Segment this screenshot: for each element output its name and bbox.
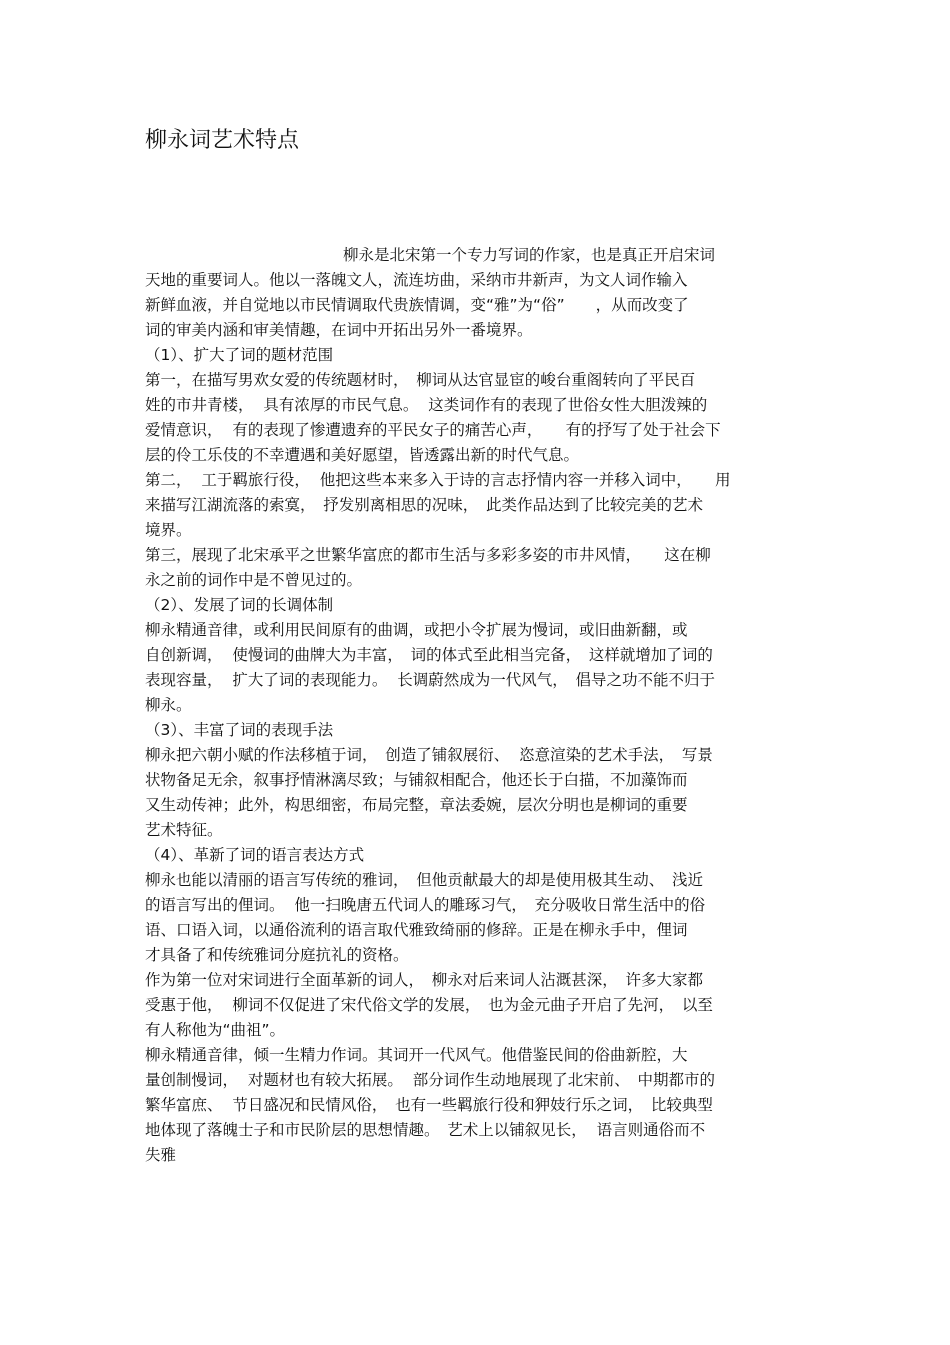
text-line: 作为第一位对宋词进行全面革新的词人， 柳永对后来词人沾溉甚深， 许多大家都 bbox=[145, 971, 704, 989]
text-line: 语、口语入词，以通俗流利的语言取代雅致绮丽的修辞。正是在柳永手中，俚词 bbox=[145, 921, 688, 939]
text-line: 状物备足无余，叙事抒情淋漓尽致；与铺叙相配合，他还长于白描，不加藻饰而 bbox=[145, 771, 688, 789]
text-line: 表现容量， 扩大了词的表现能力。 长调蔚然成为一代风气， 倡导之功不能不归于 bbox=[145, 671, 715, 689]
text-line: 永之前的词作中是不曾见过的。 bbox=[145, 571, 363, 589]
text-line: 才具备了和传统雅词分庭抗礼的资格。 bbox=[145, 946, 409, 964]
section-heading: （1）、扩大了词的题材范围 bbox=[145, 346, 334, 364]
text-line: 又生动传神；此外，构思细密，布局完整，章法委婉，层次分明也是柳词的重要 bbox=[145, 796, 688, 814]
text-line: 柳永把六朝小赋的作法移植于词， 创造了铺叙展衍、 恣意渲染的艺术手法， 写景 bbox=[145, 746, 713, 764]
text-line: 受惠于他， 柳词不仅促进了宋代俗文学的发展， 也为金元曲子开启了先河， 以至 bbox=[145, 996, 713, 1014]
text-line: 自创新调， 使慢词的曲牌大为丰富， 词的体式至此相当完备， 这样就增加了词的 bbox=[145, 646, 713, 664]
text-line: 柳永。 bbox=[145, 696, 192, 714]
text-line: 第二， 工于羁旅行役， 他把这些本来多入于诗的言志抒情内容一并移入词中， 用 bbox=[145, 471, 731, 489]
text-line: 失雅 bbox=[145, 1146, 177, 1164]
section-heading: （2）、发展了词的长调体制 bbox=[145, 596, 334, 614]
text-line: 柳永是北宋第一个专力写词的作家，也是真正开启宋词 bbox=[343, 246, 716, 264]
text-line: 境界。 bbox=[145, 521, 192, 539]
document-title: 柳永词艺术特点 bbox=[145, 128, 300, 153]
section-heading: （4）、革新了词的语言表达方式 bbox=[145, 846, 365, 864]
text-line: 第一，在描写男欢女爱的传统题材时， 柳词从达官显宦的峻台重阁转向了平民百 bbox=[145, 371, 696, 389]
text-line: 柳永也能以清丽的语言写传统的雅词， 但他贡献最大的却是使用极其生动、 浅近 bbox=[145, 871, 704, 889]
text-line: 的语言写出的俚词。 他一扫晚唐五代词人的雕琢习气， 充分吸收日常生活中的俗 bbox=[145, 896, 706, 914]
text-line: 第三，展现了北宋承平之世繁华富庶的都市生活与多彩多姿的市井风情， 这在柳 bbox=[145, 546, 711, 564]
text-line: 新鲜血液，并自觉地以市民情调取代贵族情调，变“雅”为“俗” ，从而改变了 bbox=[145, 296, 689, 314]
text-line: 层的伶工乐伎的不幸遭遇和美好愿望，皆透露出新的时代气息。 bbox=[145, 446, 580, 464]
text-line: 地体现了落魄士子和市民阶层的思想情趣。 艺术上以铺叙见长， 语言则通俗而不 bbox=[145, 1121, 706, 1139]
text-line: 天地的重要词人。他以一落魄文人，流连坊曲，采纳市井新声，为文人词作输入 bbox=[145, 271, 688, 289]
document-body bbox=[145, 243, 810, 1168]
text-line: 来描写江湖流落的索寞， 抒发别离相思的况味， 此类作品达到了比较完美的艺术 bbox=[145, 496, 704, 514]
text-line: 词的审美内涵和审美情趣，在词中开拓出另外一番境界。 bbox=[145, 321, 533, 339]
text-line: 姓的市井青楼， 具有浓厚的市民气息。 这类词作有的表现了世俗女性大胆泼辣的 bbox=[145, 396, 708, 414]
text-line: 柳永精通音律，倾一生精力作词。其词开一代风气。他借鉴民间的俗曲新腔，大 bbox=[145, 1046, 688, 1064]
text-line: 柳永精通音律，或利用民间原有的曲调，或把小令扩展为慢词，或旧曲新翻，或 bbox=[145, 621, 688, 639]
section-heading: （3）、丰富了词的表现手法 bbox=[145, 721, 334, 739]
text-line: 有人称他为“曲祖”。 bbox=[145, 1021, 286, 1039]
text-line: 艺术特征。 bbox=[145, 821, 223, 839]
text-line: 量创制慢词， 对题材也有较大拓展。 部分词作生动地展现了北宋前、 中期都市的 bbox=[145, 1071, 715, 1089]
text-line: 繁华富庶、 节日盛况和民情风俗， 也有一些羁旅行役和狎妓行乐之词， 比较典型 bbox=[145, 1096, 713, 1114]
text-line: 爱情意识， 有的表现了惨遭遗弃的平民女子的痛苦心声， 有的抒写了处于社会下 bbox=[145, 421, 721, 439]
